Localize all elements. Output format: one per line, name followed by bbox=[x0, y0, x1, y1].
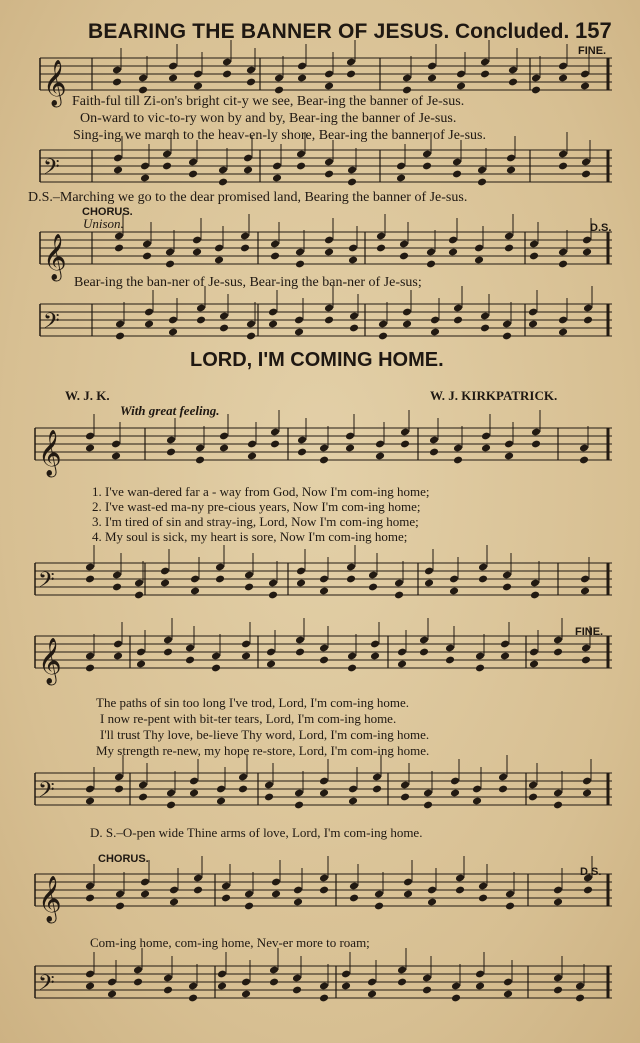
note-head bbox=[505, 902, 515, 911]
note-head bbox=[579, 456, 589, 465]
note-head bbox=[341, 982, 351, 991]
note-head bbox=[115, 902, 125, 911]
note-head bbox=[474, 256, 484, 265]
note-head bbox=[581, 656, 591, 665]
song2-fine-label: FINE. bbox=[575, 626, 604, 638]
note-head bbox=[502, 332, 512, 341]
note-head bbox=[453, 316, 463, 325]
note-head bbox=[296, 162, 306, 171]
note-head bbox=[582, 789, 592, 798]
note-head bbox=[324, 82, 334, 91]
note-head bbox=[133, 978, 143, 987]
note-head bbox=[394, 591, 404, 600]
treble-clef-icon: 𝄞 bbox=[43, 234, 67, 280]
song2-title: LORD, I'M COMING HOME. bbox=[190, 349, 444, 371]
note-head bbox=[188, 994, 198, 1003]
note-head bbox=[218, 178, 228, 187]
note-head bbox=[244, 583, 254, 592]
page-number: 157 bbox=[575, 18, 612, 43]
note-head bbox=[140, 174, 150, 183]
note-head bbox=[324, 248, 334, 257]
note-head bbox=[163, 986, 173, 995]
song2-verse-4-line-2: My strength re-new, my hope re-store, Lord, I'm com-ing home. bbox=[96, 743, 430, 758]
note-head bbox=[163, 648, 173, 657]
note-head bbox=[268, 320, 278, 329]
note-head bbox=[216, 797, 226, 806]
note-head bbox=[374, 902, 384, 911]
bass-clef-icon: 𝄢 bbox=[38, 971, 55, 1001]
note-head bbox=[553, 648, 563, 657]
note-head bbox=[553, 898, 563, 907]
note-head bbox=[345, 444, 355, 453]
note-head bbox=[144, 320, 154, 329]
note-head bbox=[166, 448, 176, 457]
note-head bbox=[219, 324, 229, 333]
note-head bbox=[531, 86, 541, 95]
song2-chorus-label: CHORUS. bbox=[98, 853, 149, 865]
note-head bbox=[450, 789, 460, 798]
note-head bbox=[427, 898, 437, 907]
note-head bbox=[478, 575, 488, 584]
bass-clef-icon: 𝄢 bbox=[43, 155, 60, 185]
note-head bbox=[583, 886, 593, 895]
note-head bbox=[346, 575, 356, 584]
note-head bbox=[346, 70, 356, 79]
note-head bbox=[347, 178, 357, 187]
note-head bbox=[324, 170, 334, 179]
note-head bbox=[246, 78, 256, 87]
song1-verse-2: On-ward to vic-to-ry won by and by, Bear-ing the banner of Je-sus. bbox=[80, 111, 457, 126]
note-head bbox=[349, 894, 359, 903]
note-head bbox=[553, 986, 563, 995]
note-head bbox=[529, 252, 539, 261]
note-head bbox=[190, 587, 200, 596]
note-head bbox=[185, 656, 195, 665]
note-head bbox=[399, 252, 409, 261]
note-head bbox=[456, 82, 466, 91]
note-head bbox=[396, 174, 406, 183]
song2-verse-1-line-2: The paths of sin too long I've trod, Lord, I'm com-ing home. bbox=[96, 695, 410, 710]
note-head bbox=[112, 78, 122, 87]
note-head bbox=[294, 328, 304, 337]
words-credit: W. J. K. bbox=[65, 388, 110, 403]
note-head bbox=[169, 898, 179, 907]
note-head bbox=[508, 78, 518, 87]
song2-chorus-lyric: Com-ing home, com-ing home, Nev-er more to roam; bbox=[90, 935, 370, 950]
treble-clef-icon: 𝄞 bbox=[38, 876, 62, 922]
note-head bbox=[240, 244, 250, 253]
note-head bbox=[553, 801, 563, 810]
note-head bbox=[372, 785, 382, 794]
note-head bbox=[451, 994, 461, 1003]
note-head bbox=[530, 591, 540, 600]
note-head bbox=[449, 587, 459, 596]
note-head bbox=[246, 332, 256, 341]
note-head bbox=[111, 452, 121, 461]
song1-chorus-lyric: Bear-ing the ban-ner of Je-sus, Bear-ing the ban-ner of Je-sus; bbox=[74, 275, 422, 290]
note-head bbox=[269, 978, 279, 987]
note-head bbox=[448, 248, 458, 257]
note-head bbox=[270, 440, 280, 449]
note-head bbox=[400, 440, 410, 449]
note-head bbox=[195, 456, 205, 465]
note-head bbox=[85, 575, 95, 584]
note-head bbox=[472, 797, 482, 806]
note-head bbox=[270, 252, 280, 261]
note-head bbox=[422, 162, 432, 171]
note-head bbox=[348, 256, 358, 265]
note-head bbox=[214, 256, 224, 265]
note-head bbox=[192, 248, 202, 257]
note-head bbox=[168, 328, 178, 337]
note-head bbox=[319, 789, 329, 798]
note-head bbox=[397, 660, 407, 669]
note-head bbox=[134, 591, 144, 600]
note-head bbox=[419, 648, 429, 657]
note-head bbox=[575, 994, 585, 1003]
note-head bbox=[166, 801, 176, 810]
note-head bbox=[113, 652, 123, 661]
note-head bbox=[241, 990, 251, 999]
note-head bbox=[376, 244, 386, 253]
note-head bbox=[478, 894, 488, 903]
note-head bbox=[168, 74, 178, 83]
note-head bbox=[215, 575, 225, 584]
note-head bbox=[268, 591, 278, 600]
note-head bbox=[403, 890, 413, 899]
note-head bbox=[400, 793, 410, 802]
note-head bbox=[193, 886, 203, 895]
note-head bbox=[189, 789, 199, 798]
note-head bbox=[422, 986, 432, 995]
bass-clef-icon: 𝄢 bbox=[38, 778, 55, 808]
song2-verse-1-line-1: 1. I've wan-dered far a - way from God, Now I'm com-ing home; bbox=[92, 484, 430, 499]
note-head bbox=[115, 332, 125, 341]
music-credit: W. J. KIRKPATRICK. bbox=[430, 388, 558, 403]
tempo-marking: With great feeling. bbox=[120, 403, 220, 418]
note-head bbox=[324, 316, 334, 325]
note-head bbox=[193, 82, 203, 91]
note-head bbox=[558, 260, 568, 269]
note-head bbox=[138, 793, 148, 802]
bass-clef-icon: 𝄢 bbox=[43, 309, 60, 339]
note-head bbox=[528, 793, 538, 802]
note-head bbox=[429, 448, 439, 457]
note-head bbox=[423, 801, 433, 810]
note-head bbox=[583, 316, 593, 325]
song1-verse-1: Faith-ful till Zi-on's bright cit-y we see, Bear-ing the banner of Je-sus. bbox=[72, 94, 465, 109]
note-head bbox=[349, 324, 359, 333]
note-head bbox=[217, 982, 227, 991]
note-head bbox=[503, 990, 513, 999]
note-head bbox=[498, 785, 508, 794]
note-head bbox=[294, 801, 304, 810]
note-head bbox=[107, 990, 117, 999]
note-head bbox=[211, 664, 221, 673]
note-head bbox=[292, 986, 302, 995]
note-head bbox=[480, 324, 490, 333]
note-head bbox=[165, 260, 175, 269]
note-head bbox=[85, 664, 95, 673]
note-head bbox=[504, 452, 514, 461]
chorus-label: CHORUS. bbox=[82, 206, 133, 218]
note-head bbox=[367, 990, 377, 999]
note-head bbox=[424, 579, 434, 588]
page-title: BEARING THE BANNER OF JESUS. bbox=[88, 20, 450, 43]
note-head bbox=[196, 316, 206, 325]
note-head bbox=[430, 328, 440, 337]
note-head bbox=[370, 652, 380, 661]
note-head bbox=[296, 579, 306, 588]
note-head bbox=[112, 583, 122, 592]
note-head bbox=[480, 70, 490, 79]
unison-label: Unison. bbox=[83, 216, 124, 231]
note-head bbox=[528, 320, 538, 329]
note-head bbox=[529, 660, 539, 669]
note-head bbox=[558, 328, 568, 337]
note-head bbox=[293, 898, 303, 907]
note-head bbox=[580, 82, 590, 91]
note-head bbox=[558, 74, 568, 83]
song2-verse-2-line-1: 2. I've wast-ed ma-ny pre-cious years, Now I'm com-ing home; bbox=[92, 499, 421, 514]
note-head bbox=[452, 170, 462, 179]
note-head bbox=[188, 170, 198, 179]
note-head bbox=[140, 890, 150, 899]
song2-verse-3-line-2: I'll trust Thy love, be-lieve Thy word, Lord, I'm com-ing home. bbox=[100, 727, 430, 742]
note-head bbox=[221, 894, 231, 903]
song2-ds-line: D. S.–O-pen wide Thine arms of love, Lord, I'm com-ing home. bbox=[90, 825, 423, 840]
note-head bbox=[85, 444, 95, 453]
treble-clef-icon: 𝄞 bbox=[38, 638, 62, 684]
note-head bbox=[506, 166, 516, 175]
note-head bbox=[453, 456, 463, 465]
song2-verse-4-line-1: 4. My soul is sick, my heart is sore, Now I'm com-ing home; bbox=[92, 529, 408, 544]
song2-verse-2-line-2: I now re-pent with bit-ter tears, Lord, I'm com-ing home. bbox=[100, 711, 397, 726]
note-head bbox=[558, 162, 568, 171]
note-head bbox=[502, 583, 512, 592]
note-head bbox=[295, 260, 305, 269]
note-head bbox=[402, 320, 412, 329]
note-head bbox=[114, 244, 124, 253]
note-head bbox=[347, 664, 357, 673]
note-head bbox=[160, 579, 170, 588]
note-head bbox=[504, 244, 514, 253]
note-head bbox=[348, 797, 358, 806]
note-head bbox=[243, 166, 253, 175]
note-head bbox=[477, 178, 487, 187]
treble-clef-icon: 𝄞 bbox=[38, 430, 62, 476]
note-head bbox=[531, 440, 541, 449]
song2-ds-label: D.S. bbox=[580, 866, 602, 878]
note-head bbox=[500, 652, 510, 661]
concluded-label: Concluded. bbox=[455, 20, 570, 43]
ds-label: D.S. bbox=[590, 222, 612, 234]
note-head bbox=[238, 785, 248, 794]
note-head bbox=[247, 452, 257, 461]
fine-label: FINE. bbox=[578, 45, 607, 57]
note-head bbox=[297, 74, 307, 83]
note-head bbox=[475, 664, 485, 673]
note-head bbox=[582, 248, 592, 257]
treble-clef-icon: 𝄞 bbox=[43, 60, 67, 106]
note-head bbox=[375, 452, 385, 461]
note-head bbox=[222, 70, 232, 79]
note-head bbox=[319, 587, 329, 596]
note-head bbox=[85, 982, 95, 991]
note-head bbox=[445, 656, 455, 665]
song1-ds-line: D.S.–Marching we go to the dear promised land, Bearing the banner of Je-sus. bbox=[28, 190, 468, 205]
note-head bbox=[319, 656, 329, 665]
note-head bbox=[481, 444, 491, 453]
note-head bbox=[136, 660, 146, 669]
note-head bbox=[85, 894, 95, 903]
note-head bbox=[580, 587, 590, 596]
note-head bbox=[142, 252, 152, 261]
note-head bbox=[266, 660, 276, 669]
note-head bbox=[219, 444, 229, 453]
note-head bbox=[114, 785, 124, 794]
note-head bbox=[271, 890, 281, 899]
note-head bbox=[319, 994, 329, 1003]
note-head bbox=[319, 456, 329, 465]
note-head bbox=[297, 448, 307, 457]
note-head bbox=[368, 583, 378, 592]
note-head bbox=[319, 886, 329, 895]
song1-verse-3: Sing-ing we march to the heav-en-ly shore, Bear-ing the banner of Je-sus. bbox=[73, 128, 486, 143]
note-head bbox=[264, 793, 274, 802]
note-head bbox=[455, 886, 465, 895]
note-head bbox=[427, 74, 437, 83]
note-head bbox=[85, 797, 95, 806]
note-head bbox=[272, 174, 282, 183]
note-head bbox=[241, 652, 251, 661]
note-head bbox=[426, 260, 436, 269]
note-head bbox=[295, 648, 305, 657]
note-head bbox=[244, 902, 254, 911]
note-head bbox=[162, 162, 172, 171]
note-head bbox=[397, 978, 407, 987]
bass-clef-icon: 𝄢 bbox=[38, 568, 55, 598]
note-head bbox=[113, 166, 123, 175]
song2-verse-3-line-1: 3. I'm tired of sin and stray-ing, Lord, Now I'm com-ing home; bbox=[92, 514, 419, 529]
note-head bbox=[378, 332, 388, 341]
note-head bbox=[475, 982, 485, 991]
note-head bbox=[581, 170, 591, 179]
